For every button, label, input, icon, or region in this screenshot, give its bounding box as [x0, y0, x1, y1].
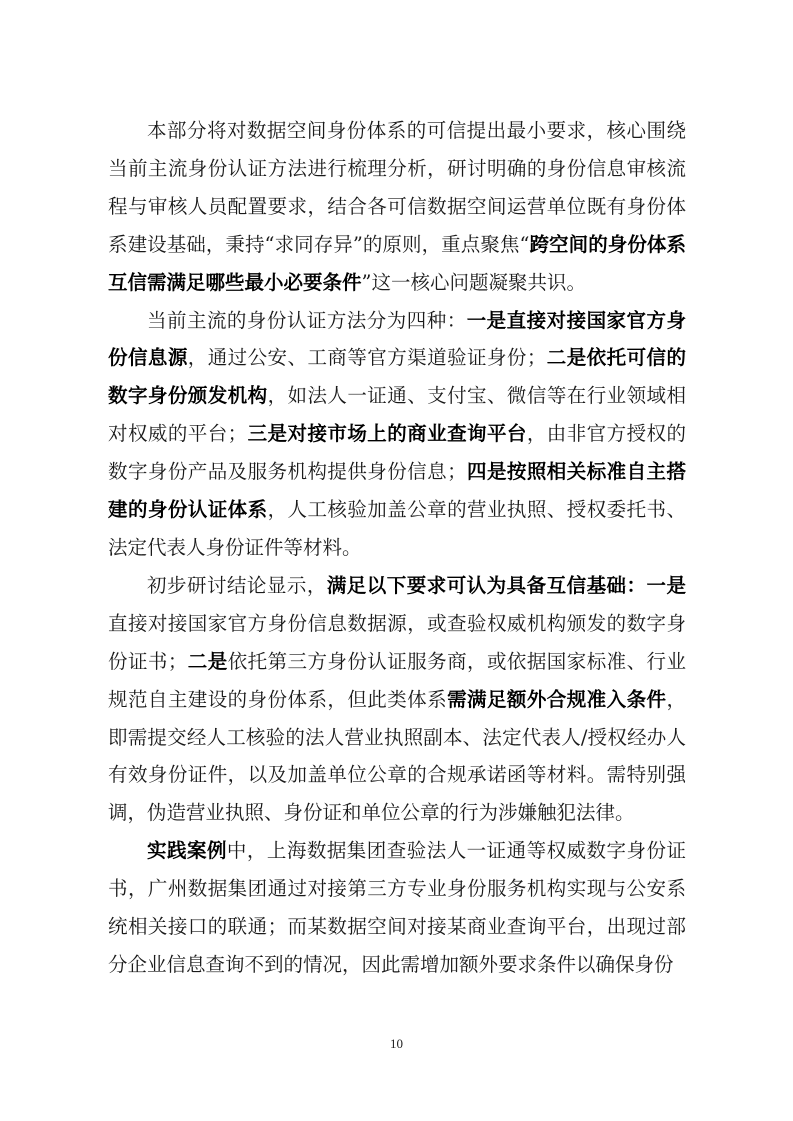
emphasis-text: 二是 — [187, 649, 228, 673]
body-text-run: ”这一核心问题凝聚共识。 — [361, 270, 586, 294]
paragraph-practice-cases — [108, 832, 686, 984]
body-text-run: 中，上海数据集团查验法人一证通等权威数字身份证书，广州数据集团通过对接第三方专业身份服务机构实现与公安系统相关接口的联通；而某数据空间对接某商业查询平台，出现过部分企业信息查询不到的情况，因此需增加额外要求条件以确保身份 — [108, 839, 686, 976]
emphasis-text: 实践案例 — [147, 839, 227, 863]
emphasis-text: 跨空间的身份体系互信需满足哪些最小必要条件 — [108, 232, 686, 294]
body-text-run: ，即需提交经人工核验的法人营业执照副本、法定代表人/授权经办人有效身份证件，以及加盖单位公章的合规承诺函等材料。需特别强调，伪造营业执照、身份证和单位公章的行为涉嫌触犯法律。 — [108, 687, 686, 825]
body-text-run: ，通过公安、工商等官方渠道验证身份； — [187, 346, 547, 370]
body-text-run: ，由非官方授权的数字身份产品及服务机构提供身份信息； — [108, 422, 686, 484]
body-text-run: 依托第三方身份认证服务商，或依据国家标准、行业规范自主建设的身份体系，但此类体系 — [108, 649, 686, 711]
paragraph-conclusion — [108, 567, 686, 832]
body-text-run: 当前主流的身份认证方法分为四种： — [147, 308, 467, 332]
body-text-run: 初步研讨结论显示， — [147, 573, 327, 597]
paragraph-intro — [108, 112, 686, 302]
body-text-run: ，人工核验加盖公章的营业执照、授权委托书、法定代表人身份证件等材料。 — [108, 498, 686, 559]
emphasis-text: 一是直接对接国家官方身份信息源 — [108, 308, 686, 370]
body-text — [108, 112, 686, 984]
emphasis-text: 满足以下要求可认为具备互信基础：一是 — [326, 573, 686, 597]
emphasis-text: 四是按照相关标准自主搭建的身份认证体系 — [108, 460, 686, 522]
page-number: 10 — [390, 1036, 403, 1051]
body-text-run: 直接对接国家官方身份信息数据源，或查验权威机构颁发的数字身份证书； — [108, 611, 686, 673]
body-text-run: 本部分将对数据空间身份体系的可信提出最小要求，核心围绕当前主流身份认证方法进行梳理分析，研讨明确的身份信息审核流程与审核人员配置要求，结合各可信数据空间运营单位既有身份体系建设基础，秉持“求同存异”的原则，重点聚焦“ — [108, 119, 686, 256]
emphasis-text: 二是依托可信的数字身份颁发机构 — [108, 346, 686, 408]
paragraph-auth-methods — [108, 302, 686, 567]
emphasis-text: 需满足额外合规准入条件 — [447, 687, 667, 711]
body-text-run: ，如法人一证通、支付宝、微信等在行业领域相对权威的平台； — [108, 384, 686, 446]
emphasis-text: 三是对接市场上的商业查询平台 — [247, 422, 527, 446]
